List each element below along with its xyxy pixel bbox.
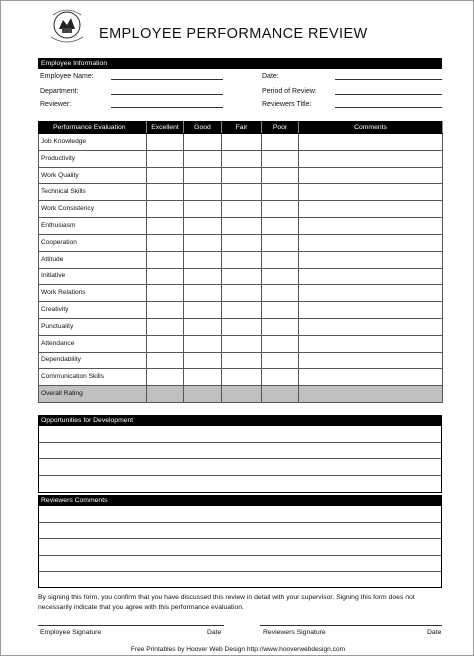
fair-cell[interactable] (222, 150, 262, 167)
excellent-cell[interactable] (147, 234, 184, 251)
period-of-review-field[interactable] (335, 94, 442, 95)
poor-cell[interactable] (262, 386, 299, 403)
good-cell[interactable] (184, 150, 222, 167)
good-cell[interactable] (184, 251, 222, 268)
criterion-label: Communication Skills (39, 369, 147, 386)
column-header-performance-evaluation: Performance Evaluation (39, 122, 147, 134)
excellent-cell[interactable] (147, 369, 184, 386)
employee-information-heading: Employee Information (38, 58, 442, 69)
excellent-cell[interactable] (147, 150, 184, 167)
excellent-cell[interactable] (147, 251, 184, 268)
criterion-label: Work Relations (39, 285, 147, 302)
city-seal-logo (45, 7, 89, 47)
evaluation-row (39, 251, 443, 268)
comments-cell[interactable] (299, 184, 443, 201)
excellent-cell[interactable] (147, 386, 184, 403)
fair-cell[interactable] (222, 134, 262, 151)
excellent-cell[interactable] (147, 218, 184, 235)
comments-cell[interactable] (299, 150, 443, 167)
date-label: Date: (262, 73, 279, 80)
evaluation-row (39, 218, 443, 235)
good-cell[interactable] (184, 167, 222, 184)
employee-date-label: Date (207, 629, 222, 636)
excellent-cell[interactable] (147, 268, 184, 285)
comments-cell[interactable] (299, 134, 443, 151)
evaluation-row (39, 352, 443, 369)
comments-line[interactable] (39, 556, 441, 573)
fair-cell[interactable] (222, 285, 262, 302)
employee-name-label: Employee Name: (40, 73, 94, 80)
excellent-cell[interactable] (147, 285, 184, 302)
criterion-label: Dependability (39, 352, 147, 369)
poor-cell[interactable] (262, 134, 299, 151)
comments-cell[interactable] (299, 218, 443, 235)
poor-cell[interactable] (262, 201, 299, 218)
good-cell[interactable] (184, 318, 222, 335)
department-field[interactable] (111, 94, 223, 95)
criterion-label: Work Consistency (39, 201, 147, 218)
opportunities-line[interactable] (39, 426, 441, 443)
fair-cell[interactable] (222, 167, 262, 184)
good-cell[interactable] (184, 184, 222, 201)
reviewers-title-label: Reviewers Title: (262, 101, 312, 108)
poor-cell[interactable] (262, 318, 299, 335)
excellent-cell[interactable] (147, 134, 184, 151)
poor-cell[interactable] (262, 150, 299, 167)
evaluation-row (39, 134, 443, 151)
department-label: Department: (40, 88, 79, 95)
reviewer-field[interactable] (111, 107, 223, 108)
good-cell[interactable] (184, 285, 222, 302)
good-cell[interactable] (184, 369, 222, 386)
good-cell[interactable] (184, 302, 222, 319)
poor-cell[interactable] (262, 268, 299, 285)
criterion-label: Creativity (39, 302, 147, 319)
employee-signature-label: Employee Signature (40, 629, 102, 636)
poor-cell[interactable] (262, 234, 299, 251)
excellent-cell[interactable] (147, 335, 184, 352)
fair-cell[interactable] (222, 184, 262, 201)
fair-cell[interactable] (222, 302, 262, 319)
employee-signature-line[interactable] (38, 625, 224, 626)
comments-cell[interactable] (299, 251, 443, 268)
reviewer-date-label: Date (427, 629, 442, 636)
evaluation-row (39, 167, 443, 184)
evaluation-row (39, 369, 443, 386)
comments-line[interactable] (39, 523, 441, 540)
comments-cell[interactable] (299, 335, 443, 352)
comments-cell[interactable] (299, 386, 443, 403)
evaluation-row (39, 268, 443, 285)
poor-cell[interactable] (262, 167, 299, 184)
poor-cell[interactable] (262, 302, 299, 319)
criterion-label: Productivity (39, 150, 147, 167)
criterion-label: Punctuality (39, 318, 147, 335)
signature-statement: By signing this form, you confirm that you have discussed this review in detail with your supervisor. Signing this form does not necessarily indicate that you agree with this performance evaluation. (38, 594, 415, 611)
evaluation-row (39, 184, 443, 201)
comments-cell[interactable] (299, 285, 443, 302)
comments-cell[interactable] (299, 302, 443, 319)
good-cell[interactable] (184, 218, 222, 235)
excellent-cell[interactable] (147, 352, 184, 369)
evaluation-header-row (39, 122, 443, 134)
reviewer-label: Reviewer: (40, 101, 72, 108)
column-header-excellent: Excellent (147, 122, 184, 134)
opportunities-line[interactable] (39, 459, 441, 476)
criterion-label: Attendance (39, 335, 147, 352)
overall-rating-row (39, 386, 443, 403)
fair-cell[interactable] (222, 386, 262, 403)
good-cell[interactable] (184, 386, 222, 403)
excellent-cell[interactable] (147, 167, 184, 184)
opportunities-heading: Opportunities for Development (38, 415, 442, 426)
poor-cell[interactable] (262, 251, 299, 268)
good-cell[interactable] (184, 134, 222, 151)
evaluation-row (39, 201, 443, 218)
fair-cell[interactable] (222, 251, 262, 268)
employee-name-field[interactable] (111, 79, 223, 80)
poor-cell[interactable] (262, 285, 299, 302)
criterion-label: Enthusiasm (39, 218, 147, 235)
evaluation-row (39, 285, 443, 302)
reviewers-signature-line[interactable] (260, 625, 442, 626)
good-cell[interactable] (184, 352, 222, 369)
reviewers-signature-label: Reviewers Signature (263, 629, 326, 636)
fair-cell[interactable] (222, 218, 262, 235)
fair-cell[interactable] (222, 268, 262, 285)
comments-cell[interactable] (299, 234, 443, 251)
poor-cell[interactable] (262, 335, 299, 352)
reviewers-comments-box[interactable] (38, 506, 442, 588)
date-field[interactable] (335, 79, 442, 80)
performance-evaluation-table (38, 121, 443, 403)
fair-cell[interactable] (222, 335, 262, 352)
poor-cell[interactable] (262, 352, 299, 369)
fair-cell[interactable] (222, 369, 262, 386)
reviewers-title-field[interactable] (335, 107, 442, 108)
evaluation-row (39, 335, 443, 352)
poor-cell[interactable] (262, 184, 299, 201)
evaluation-row (39, 318, 443, 335)
good-cell[interactable] (184, 335, 222, 352)
excellent-cell[interactable] (147, 184, 184, 201)
criterion-label: Technical Skills (39, 184, 147, 201)
fair-cell[interactable] (222, 352, 262, 369)
excellent-cell[interactable] (147, 302, 184, 319)
fair-cell[interactable] (222, 201, 262, 218)
comments-line[interactable] (39, 539, 441, 556)
excellent-cell[interactable] (147, 201, 184, 218)
comments-line[interactable] (39, 506, 441, 523)
comments-cell[interactable] (299, 318, 443, 335)
evaluation-row (39, 150, 443, 167)
poor-cell[interactable] (262, 369, 299, 386)
criterion-label: Work Quality (39, 167, 147, 184)
criterion-label: Overall Rating (39, 386, 147, 403)
opportunities-line[interactable] (39, 443, 441, 460)
comments-line[interactable] (39, 572, 441, 589)
comments-cell[interactable] (299, 369, 443, 386)
column-header-poor: Poor (262, 122, 299, 134)
column-header-good: Good (184, 122, 222, 134)
comments-cell[interactable] (299, 268, 443, 285)
opportunities-box[interactable] (38, 426, 442, 493)
page-title: EMPLOYEE PERFORMANCE REVIEW (99, 26, 368, 42)
comments-cell[interactable] (299, 201, 443, 218)
criterion-label: Initiative (39, 268, 147, 285)
good-cell[interactable] (184, 201, 222, 218)
poor-cell[interactable] (262, 218, 299, 235)
evaluation-row (39, 302, 443, 319)
criterion-label: Cooperation (39, 234, 147, 251)
opportunities-line[interactable] (39, 476, 441, 493)
criterion-label: Attitude (39, 251, 147, 268)
excellent-cell[interactable] (147, 318, 184, 335)
column-header-comments: Comments (299, 122, 443, 134)
comments-cell[interactable] (299, 167, 443, 184)
fair-cell[interactable] (222, 318, 262, 335)
comments-cell[interactable] (299, 352, 443, 369)
column-header-fair: Fair (222, 122, 262, 134)
good-cell[interactable] (184, 268, 222, 285)
credit-text: Free Printables by Hoover Web Design http://www.hooverwebdesign.com (130, 646, 346, 653)
reviewers-comments-heading: Reviewers Comments (38, 495, 442, 506)
criterion-label: Job Knowledge (39, 134, 147, 151)
period-of-review-label: Period of Review: (262, 88, 317, 95)
evaluation-row (39, 234, 443, 251)
fair-cell[interactable] (222, 234, 262, 251)
good-cell[interactable] (184, 234, 222, 251)
